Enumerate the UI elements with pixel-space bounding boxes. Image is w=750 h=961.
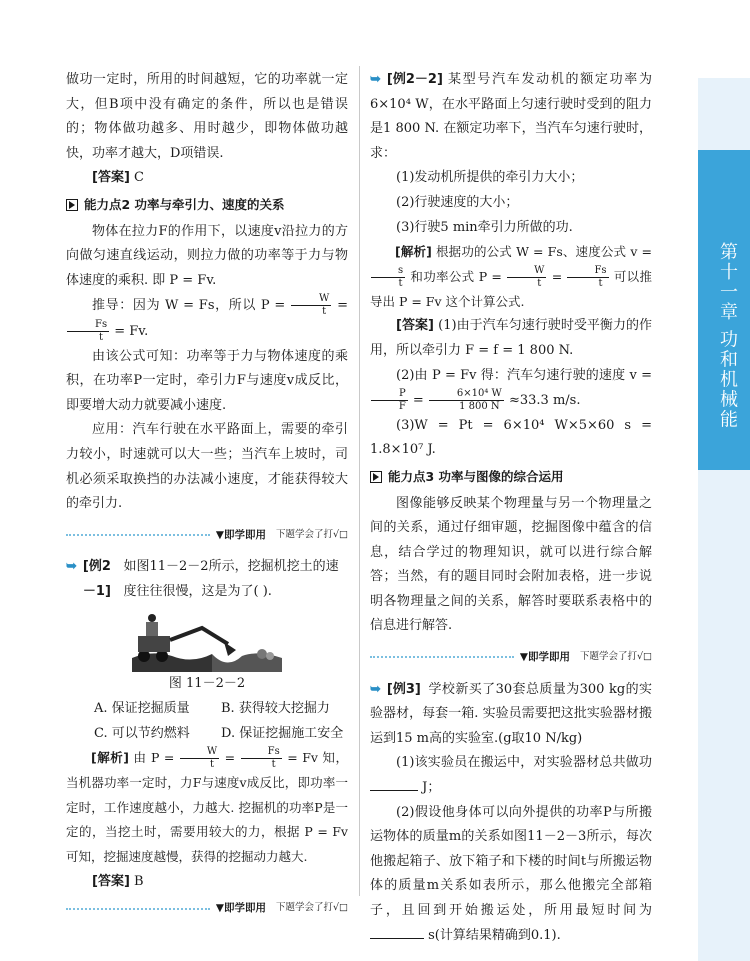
section-title: 能力点2 功率与牵引力、速度的关系 — [84, 196, 285, 212]
denominator: 1 800 N — [459, 401, 500, 413]
text: = Fv. — [114, 323, 149, 339]
arrow-icon: ➥ — [66, 559, 77, 575]
practice-bar — [66, 896, 348, 921]
options-row — [66, 722, 348, 747]
answer-step: (2)由 P = Fv 得：汽车匀速行驶的速度 v = $\frac{P}{F}$ = $\frac{\text{6×10⁴ W}}{1 800 N}$ ≈33.3 m/s. — [370, 364, 652, 414]
numerator: W — [180, 746, 219, 759]
example-label: [例3] — [386, 681, 421, 697]
option-d[interactable]: D. 保证挖掘施工安全 — [221, 725, 344, 741]
text: (2)由 P = Fv 得：汽车匀速行驶的速度 v — [396, 367, 637, 383]
dotted-divider — [66, 908, 210, 910]
chapter-sidebar — [698, 78, 750, 961]
dotted-divider — [370, 656, 514, 658]
fraction — [241, 746, 282, 771]
section-title: 能力点3 功率与图像的综合运用 — [388, 468, 564, 484]
option-c[interactable]: C. 可以节约燃料 — [94, 725, 190, 741]
denominator: t — [398, 277, 403, 289]
denominator: t — [598, 277, 603, 289]
denominator: t — [99, 331, 104, 343]
fraction — [429, 388, 504, 413]
text: 根据功的公式 W = Fs、速度公式 — [436, 244, 627, 260]
analysis-tag: [解析] — [91, 750, 129, 766]
denominator: t — [537, 277, 542, 289]
section-heading — [370, 465, 652, 490]
example-text: 某型号汽车发动机的额定功率为6×10⁴ W，在水平路面上匀速行驶时受到的阻力是1 800 N. 在额定功率下，当汽车匀速行驶时，求： — [370, 72, 652, 161]
derivation: 推导：因为 W = Fs，所以 P = $\frac{W}{t}$ = $\frac{Fs}{t}$ = Fv. — [66, 293, 348, 344]
play-triangle-icon — [370, 471, 382, 483]
analysis-tag: [解析] — [395, 244, 432, 260]
play-triangle-icon — [66, 199, 78, 211]
fraction — [180, 746, 219, 771]
numerator: W — [291, 293, 331, 306]
section-heading — [66, 193, 348, 218]
answer-line — [66, 870, 348, 895]
arrow-icon: ➥ — [370, 681, 381, 697]
text: s(计算结果精确到0.1). — [428, 927, 561, 943]
question: (2)行驶速度的大小； — [396, 194, 519, 210]
answer-step: (3)W = Pt = 6×10⁴ W×5×60 s = 1.8×10⁷ J. — [370, 417, 652, 458]
fraction — [371, 388, 408, 413]
text: 推导：因为 W = Fs，所以 P = — [92, 298, 286, 314]
practice-tag: ▼即学即用 — [519, 651, 570, 664]
numerator: P — [371, 388, 408, 401]
excavator-illustration — [132, 610, 282, 672]
left-column — [66, 68, 348, 929]
practice-checkbox-label[interactable]: 下题学会了打√□ — [275, 528, 348, 540]
text: = Fv 知，当机器功率一定时，力F与速度v成反比，即功率一定时，工作速度越小，力越大. 挖掘机的功率P是一定的，当挖土时，需要用较大的力，根据 P = Fv 可知，挖掘速度越慢，获得的挖掘动力越大. — [66, 750, 348, 865]
text: 和功率公式 P = — [410, 268, 502, 284]
numerator: Fs — [67, 319, 109, 332]
numerator: Fs — [241, 746, 282, 759]
options-row — [66, 697, 348, 722]
denominator: t — [271, 759, 276, 771]
arrow-icon: ➥ — [370, 72, 381, 87]
text: (1)该实验员在搬运中，对实验器材总共做功 — [396, 755, 652, 771]
text: ≈33.3 m/s. — [508, 393, 581, 409]
practice-tag: ▼即学即用 — [215, 902, 266, 915]
question: (3)行驶5 min牵引力所做的功. — [396, 219, 573, 235]
denominator: F — [398, 401, 406, 413]
text: = — [641, 367, 652, 383]
example-header — [66, 555, 348, 604]
numerator: s — [371, 265, 405, 278]
excavator-figure — [66, 610, 348, 672]
paragraph: 物体在拉力F的作用下，以速度v沿拉力的方向做匀速直线运动，则拉力做的功率等于力与物体速度的乘积. 即 P = Fv. — [66, 223, 348, 288]
text: 由 P = — [133, 750, 175, 766]
answer-value: C — [134, 170, 144, 186]
denominator: t — [322, 306, 327, 318]
dotted-divider — [66, 534, 210, 536]
text: J； — [422, 780, 441, 796]
answer-tag: [答案] — [92, 873, 130, 889]
practice-checkbox-label[interactable]: 下题学会了打√□ — [275, 902, 348, 914]
fraction — [567, 265, 608, 290]
answer-blank[interactable] — [370, 776, 418, 791]
answer-line — [66, 166, 348, 191]
analysis: [解析] 根据功的公式 W = Fs、速度公式 v = $\frac{s}{t}$ 和功率公式 P = $\frac{W}{t}$ = $\frac{Fs}{t}$ 可以推导出 P = Fv 这个计算公式. — [370, 244, 652, 309]
option-b[interactable]: B. 获得较大挖掘力 — [221, 701, 330, 717]
chapter-title: 第十一章 功和机械能 — [717, 242, 738, 430]
paragraph: 应用：汽车行驶在水平路面上，需要的牵引力较小，时速就可以大一些；当汽车上坡时，司机必须采取换挡的办法减小速度，才能获得较大的牵引力. — [66, 422, 348, 512]
practice-bar — [370, 645, 652, 670]
numerator: 6×10⁴ W — [429, 388, 504, 401]
text: 可以推导出 P = Fv 这个计算公式. — [370, 268, 652, 309]
answer-line — [370, 314, 652, 363]
denominator: t — [210, 759, 215, 771]
text: (2)假设他身体可以向外提供的功率P与所搬运物体的质量m的关系如图11－2－3所示，每次他搬起箱子、放下箱子和下楼的时间t与所搬运物体的质量m关系如表所示，那么他搬完全部箱子，且回到开始搬运处，所用最短时间为 — [370, 804, 652, 918]
column-divider — [359, 66, 360, 896]
fraction — [291, 293, 331, 318]
example-text: 学校新买了30套总质量为300 kg的实验器材，每套一箱. 实验员需要把这批实验器材搬运到15 m高的实验室.(g取10 N/kg) — [370, 681, 652, 746]
practice-tag: ▼即学即用 — [215, 528, 266, 541]
text: (1)由于汽车匀速行驶时受平衡力的作用，所以牵引力 F = f = 1 800 N. — [370, 318, 653, 358]
answer-blank[interactable] — [370, 924, 424, 939]
paragraph: 图像能够反映某个物理量与另一个物理量之间的关系，通过仔细审题，挖掘图像中蕴含的信息，结合学过的物理知识，就可以进行综合解答；当然，有的题目同时会附加表格，进一步说明各物理量之间的关系，解答时要联系表格中的信息进行解答. — [370, 495, 652, 634]
option-a[interactable]: A. 保证挖掘质量 — [94, 701, 190, 717]
example-label: [例2－1] — [82, 559, 111, 599]
example-text: 如图11－2－2所示，挖掘机挖土的速度往往很慢，这是为了( ). — [123, 559, 339, 599]
figure-caption: 图 11－2－2 — [168, 676, 246, 692]
question — [370, 801, 652, 949]
paragraph: 由该公式可知：功率等于力与物体速度的乘积，在功率P一定时，牵引力F与速度v成反比，即要增大动力就要减小速度. — [66, 348, 348, 413]
right-column — [370, 68, 652, 948]
fraction — [507, 265, 546, 290]
analysis: [解析] 由 P = $\frac{W}{t}$ = $\frac{Fs}{t}$ = Fv 知，当机器功率一定时，力F与速度v成反比，即功率一定时，工作速度越小，力越大. 挖掘机的功率P是一定的，当挖土时，需要用较大的力，根据 P = Fv 可知，挖掘速度越慢，获得的挖掘动力越大. — [66, 746, 348, 865]
question: (1)发动机所提供的牵引力大小； — [396, 170, 584, 186]
practice-checkbox-label[interactable]: 下题学会了打√□ — [579, 651, 652, 663]
fraction — [67, 319, 109, 344]
numerator: W — [507, 265, 546, 278]
question — [370, 751, 652, 800]
numerator: Fs — [567, 265, 608, 278]
answer-value: B — [134, 873, 144, 889]
example-label: [例2－2] — [386, 72, 443, 87]
answer-tag: [答案] — [92, 170, 130, 186]
answer-tag: [答案] — [396, 318, 434, 334]
fraction — [371, 265, 405, 290]
paragraph: 做功一定时，所用的时间越短，它的功率就一定大，但B项中没有确定的条件，所以也是错误的；物体做功越多、用时越少，即物体做功越快，功率才越大，D项错误. — [66, 72, 348, 161]
practice-bar — [66, 523, 348, 548]
text: v = — [630, 244, 652, 260]
